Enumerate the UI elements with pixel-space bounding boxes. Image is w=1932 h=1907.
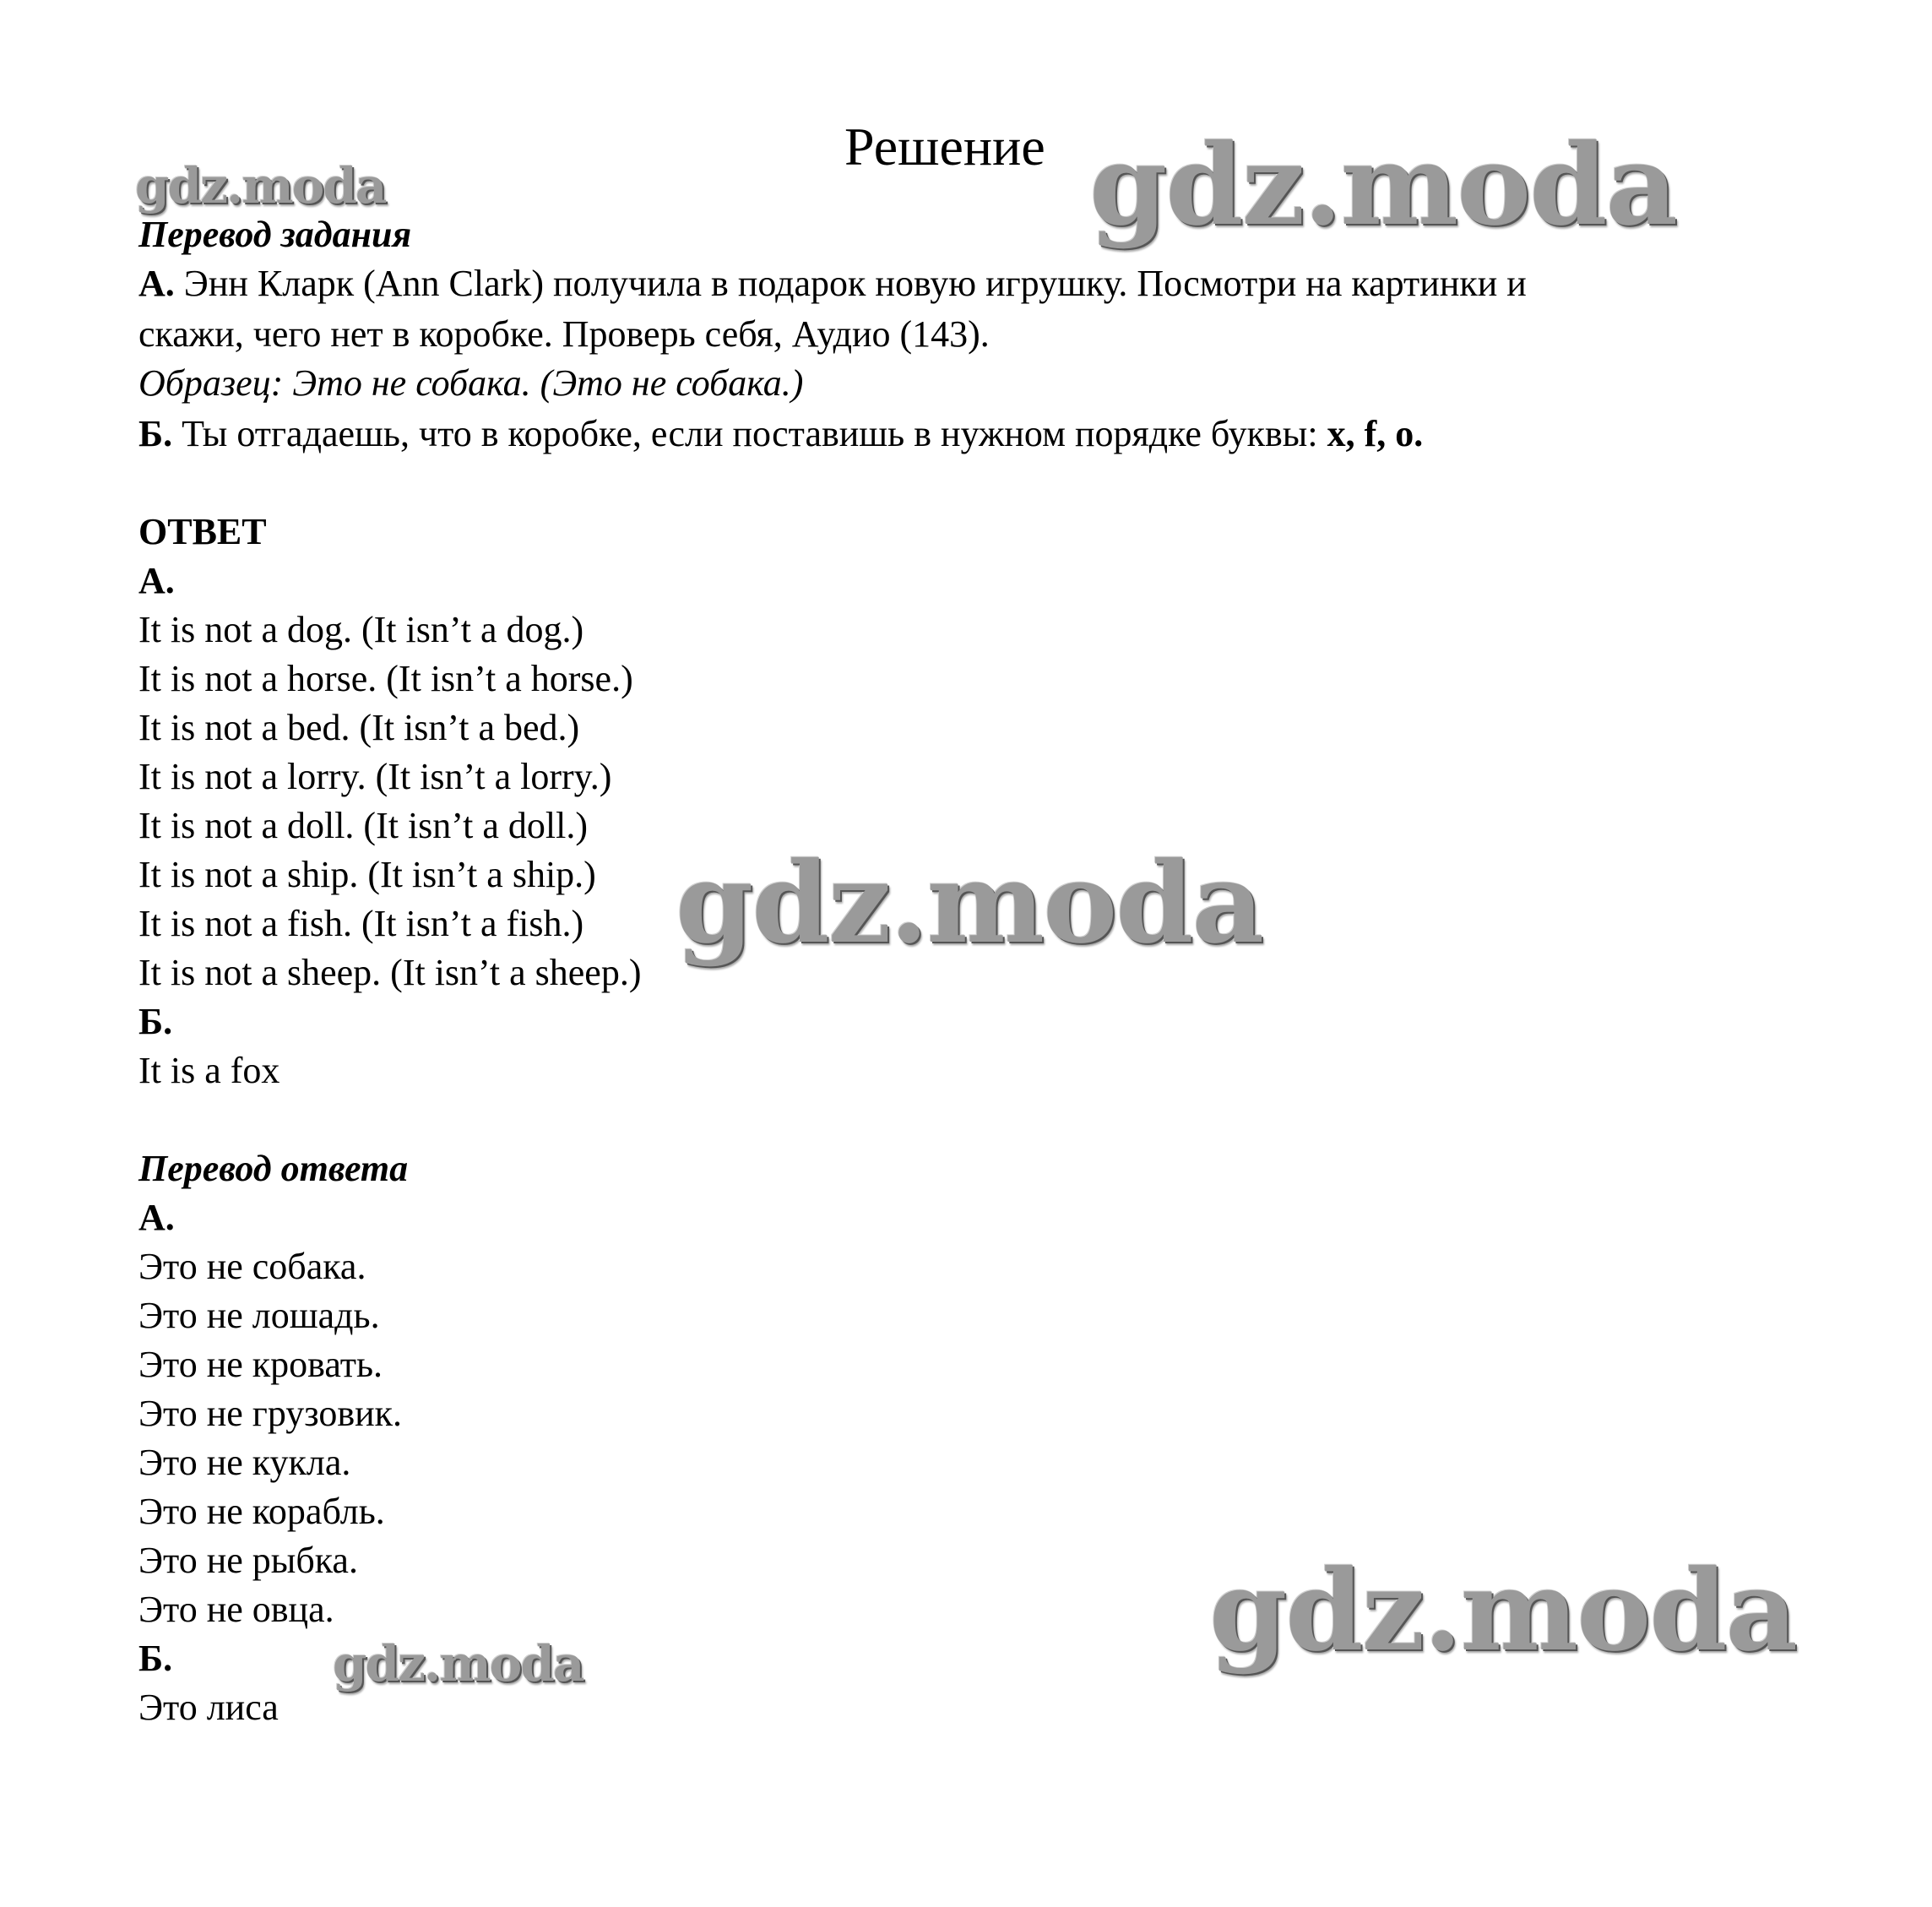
task-a-marker: А. bbox=[138, 263, 175, 304]
translation-a-line: Это не рыбка. bbox=[138, 1540, 358, 1581]
translation-a-line: Это не лошадь. bbox=[138, 1295, 380, 1336]
watermark-logo: gdz.moda bbox=[676, 838, 1263, 969]
answer-heading: ОТВЕТ bbox=[138, 511, 267, 552]
answer-a-line: It is not a dog. (It isn’t a dog.) bbox=[138, 609, 584, 650]
translation-a-line: Это не корабль. bbox=[138, 1491, 385, 1532]
page-title: Решение bbox=[844, 117, 1045, 177]
task-a-line-2: скажи, чего нет в коробке. Проверь себя, Аудио (143). bbox=[138, 313, 990, 355]
translation-a-marker: А. bbox=[138, 1197, 175, 1238]
answer-b-line: It is a fox bbox=[138, 1050, 280, 1091]
task-b-text: Ты отгадаешь, что в коробке, если поставишь в нужном порядке буквы: bbox=[172, 413, 1327, 454]
translation-a-line: Это не собака. bbox=[138, 1246, 366, 1287]
task-b-marker: Б. bbox=[138, 413, 173, 454]
answer-a-line: It is not a horse. (It isn’t a horse.) bbox=[138, 658, 633, 699]
answer-a-marker: А. bbox=[138, 560, 175, 601]
translation-a-line: Это не кукла. bbox=[138, 1442, 351, 1483]
answer-a-line: It is not a bed. (It isn’t a bed.) bbox=[138, 707, 580, 748]
translation-a-line: Это не кровать. bbox=[138, 1344, 383, 1385]
answer-a-line: It is not a doll. (It isn’t a doll.) bbox=[138, 805, 589, 846]
answer-a-line: It is not a sheep. (It isn’t a sheep.) bbox=[138, 952, 642, 993]
task-a-text-1: Энн Кларк (Ann Clark) получила в подарок новую игрушку. Посмотри на картинки и bbox=[174, 263, 1527, 304]
answer-a-line: It is not a ship. (It isn’t a ship.) bbox=[138, 854, 596, 895]
watermark-logo: gdz.moda bbox=[1209, 1546, 1797, 1676]
answer-a-line: It is not a fish. (It isn’t a fish.) bbox=[138, 903, 584, 944]
task-translation-heading: Перевод задания bbox=[138, 214, 412, 255]
task-a-line-1 bbox=[138, 262, 1527, 306]
answer-a-line: It is not a lorry. (It isn’t a lorry.) bbox=[138, 756, 612, 797]
watermark-logo: gdz.moda bbox=[135, 157, 386, 215]
watermark-logo: gdz.moda bbox=[333, 1635, 583, 1692]
task-b-line bbox=[138, 412, 1423, 456]
answer-translation-heading: Перевод ответа bbox=[138, 1148, 409, 1189]
translation-b-line: Это лиса bbox=[138, 1687, 279, 1728]
task-b-letters: x, f, o. bbox=[1327, 413, 1424, 454]
watermark-logo: gdz.moda bbox=[1089, 120, 1677, 251]
answer-b-marker: Б. bbox=[138, 1001, 173, 1042]
task-sample: Образец: Это не собака. (Это не собака.) bbox=[138, 362, 804, 404]
translation-a-line: Это не грузовик. bbox=[138, 1393, 403, 1434]
translation-b-marker: Б. bbox=[138, 1638, 173, 1679]
translation-a-line: Это не овца. bbox=[138, 1589, 334, 1630]
